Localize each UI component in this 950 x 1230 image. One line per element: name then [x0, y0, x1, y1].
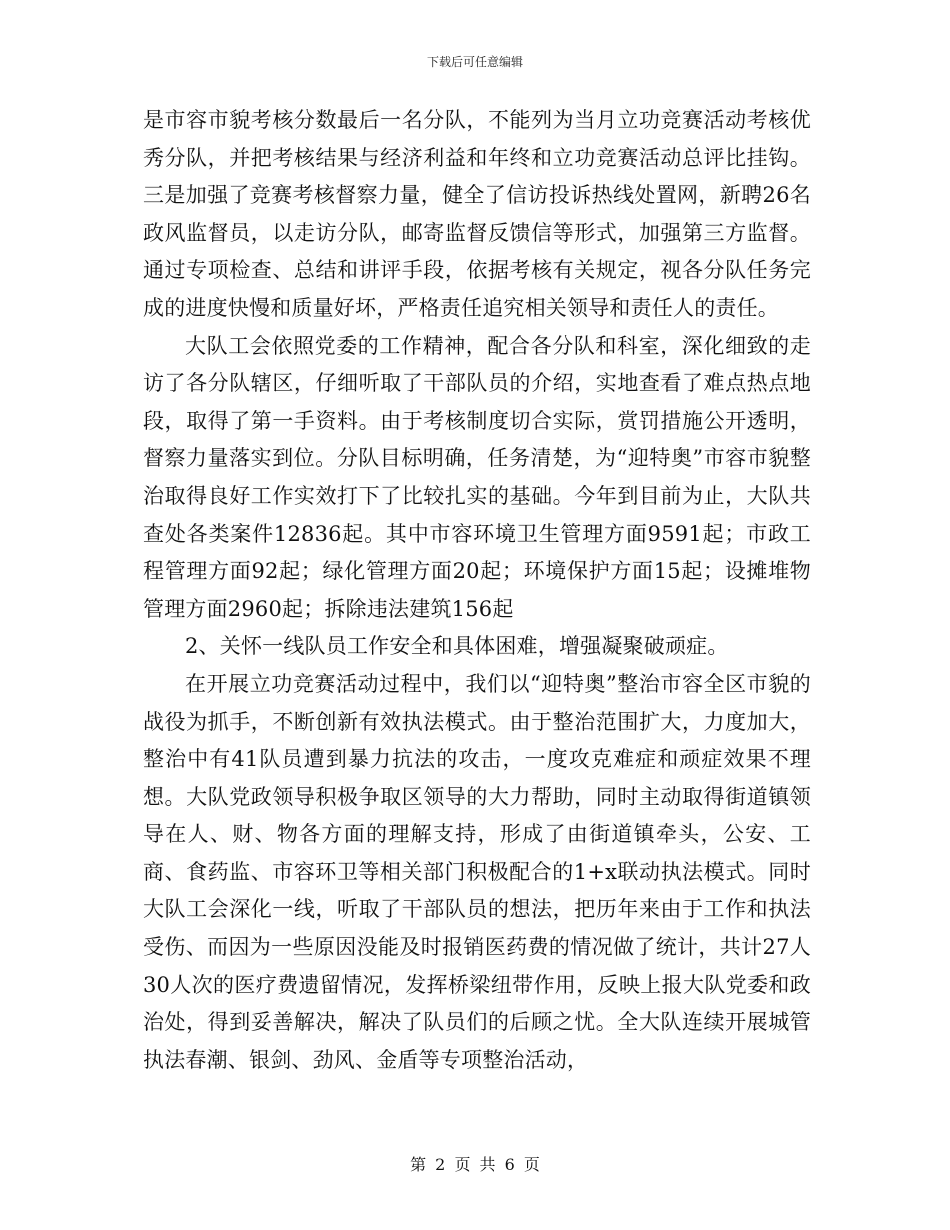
section-heading-paragraph: 2、关怀一线队员工作安全和具体困难，增强凝聚破顽症。 [185, 634, 729, 659]
page-number-footer: 第 2 页 共 6 页 [410, 1155, 540, 1174]
paragraph: 是市容市貌考核分数最后一名分队，不能列为当月立功竞赛活动考核优秀分队，并把考核结果与经济利益和年终和立功竞赛活动总评比挂钩。三是加强了竞赛考核督察力量，健全了信访投诉热线处置网，新聘26名政风监督员，以走访分队，邮寄监督反馈信等形式，加强第三方监督。通过专项检查、总结和讲评手段，依据考核有关规定，视各分队任务完成的进度快慢和质量好坏，严格责任追究相关领导和责任人的责任。 [143, 108, 811, 320]
document-body [143, 102, 811, 1079]
paragraph: 在开展立功竞赛活动过程中，我们以“迎特奥”整治市容全区市貌的战役为抓手，不断创新有效执法模式。由于整治范围扩大，力度加大，整治中有41队员遭到暴力抗法的攻击，一度攻克难症和顽症效果不理想。大队党政领导积极争取区领导的大力帮助，同时主动取得街道镇领导在人、财、物各方面的理解支持，形成了由街道镇牵头，公安、工商、食药监、市容环卫等相关部门积极配合的1+x联动执法模式。同时大队工会深化一线，听取了干部队员的想法，把历年来由于工作和执法受伤、而因为一些原因没能及时报销医药费的情况做了统计，共计27人30人次的医疗费遗留情况，发挥桥梁纽带作用，反映上报大队党委和政治处，得到妥善解决，解决了队员们的后顾之忧。全大队连续开展城管执法春潮、银剑、劲风、金盾等专项整治活动， [143, 671, 811, 1072]
page-header: 下载后可任意编辑 [426, 55, 523, 69]
paragraph: 大队工会依照党委的工作精神，配合各分队和科室，深化细致的走访了各分队辖区，仔细听取了干部队员的介绍，实地查看了难点热点地段，取得了第一手资料。由于考核制度切合实际，赏罚措施公开透明，督察力量落实到位。分队目标明确，任务清楚，为“迎特奥”市容市貌整治取得良好工作实效打下了比较扎实的基础。今年到目前为止，大队共查处各类案件12836起。其中市容环境卫生管理方面9591起；市政工程管理方面92起；绿化管理方面20起；环境保护方面15起；设摊堆物管理方面2960起；拆除违法建筑156起 [143, 333, 811, 621]
